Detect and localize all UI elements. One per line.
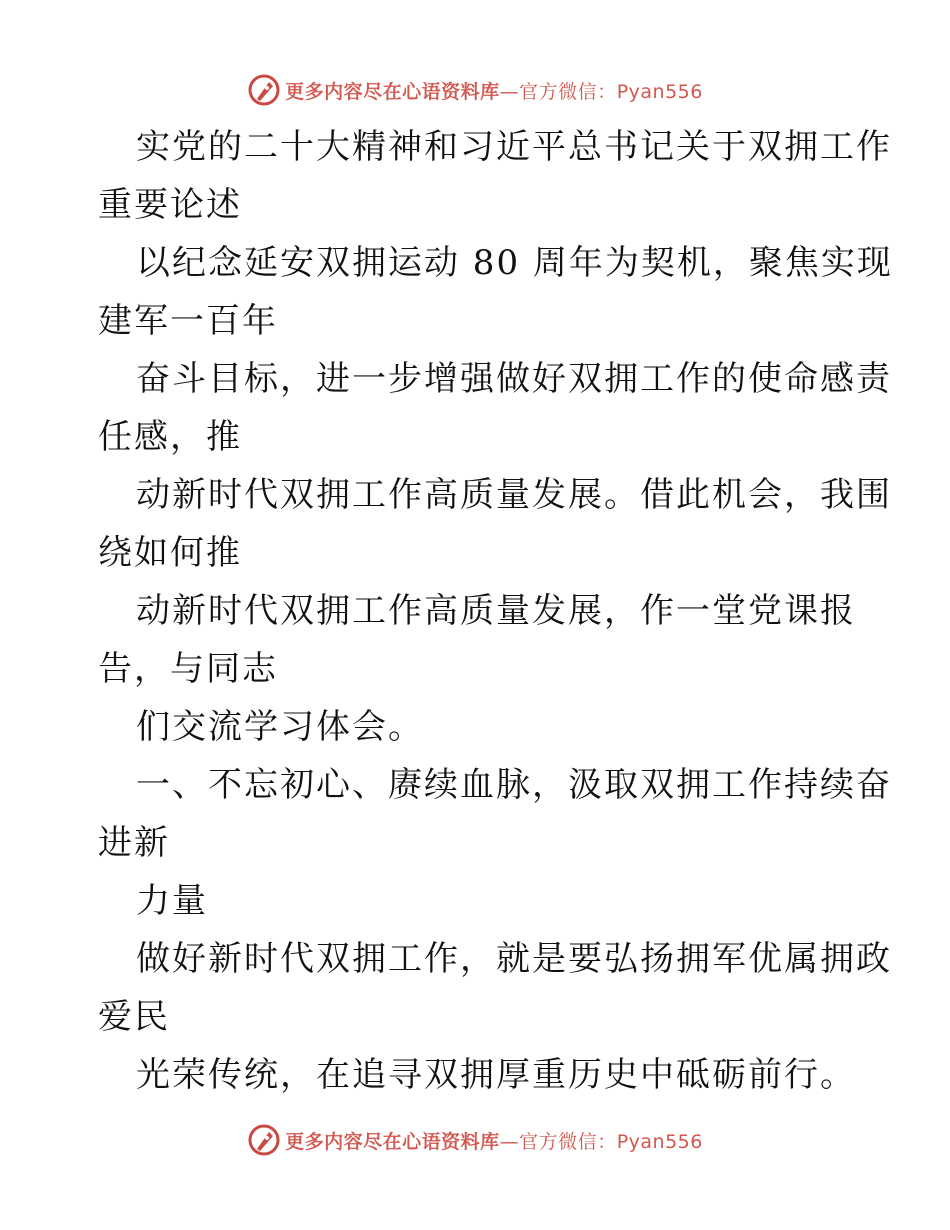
text-line: 奋斗目标，进一步增强做好双拥工作的使命感责 [136, 359, 892, 399]
watermark-text [285, 1127, 703, 1154]
watermark-dash: — [499, 1130, 520, 1153]
watermark-text [285, 77, 703, 104]
pen-nib-logo-icon [247, 1123, 281, 1157]
text-line: 一、不忘初心、赓续血脉，汲取双拥工作持续奋 [136, 765, 892, 805]
text-line: 重要论述 [98, 185, 242, 225]
watermark-slogan: 更多内容尽在心语资料库 [285, 80, 500, 103]
pen-nib-logo-icon [247, 73, 281, 107]
text-line: 动新时代双拥工作高质量发展，作一堂党课报 [136, 591, 856, 631]
text-line: 爱民 [98, 997, 170, 1037]
watermark-footer [0, 1120, 950, 1160]
watermark-contact-label: 官方微信： [519, 1130, 617, 1153]
watermark-contact-id: Pyan556 [616, 1130, 703, 1153]
text-line: 们交流学习体会。 [136, 707, 424, 747]
text-line: 以纪念延安双拥运动 80 周年为契机，聚焦实现 [136, 243, 893, 283]
watermark-header [0, 70, 950, 110]
text-line: 任感，推 [98, 417, 242, 457]
text-line: 光荣传统，在追寻双拥厚重历史中砥砺前行。 [136, 1055, 856, 1095]
document-body [98, 118, 893, 1104]
watermark-contact-id: Pyan556 [616, 80, 703, 103]
text-line: 绕如何推 [98, 533, 242, 573]
text-line: 动新时代双拥工作高质量发展。借此机会，我围 [136, 475, 892, 515]
text-line: 建军一百年 [98, 301, 278, 341]
watermark-dash: — [499, 80, 520, 103]
watermark-contact-label: 官方微信： [519, 80, 617, 103]
text-line: 力量 [136, 881, 208, 921]
text-line: 进新 [98, 823, 170, 863]
text-line: 告，与同志 [98, 649, 278, 689]
text-line: 实党的二十大精神和习近平总书记关于双拥工作 [136, 127, 892, 167]
text-line: 做好新时代双拥工作，就是要弘扬拥军优属拥政 [136, 939, 892, 979]
watermark-slogan: 更多内容尽在心语资料库 [285, 1130, 500, 1153]
